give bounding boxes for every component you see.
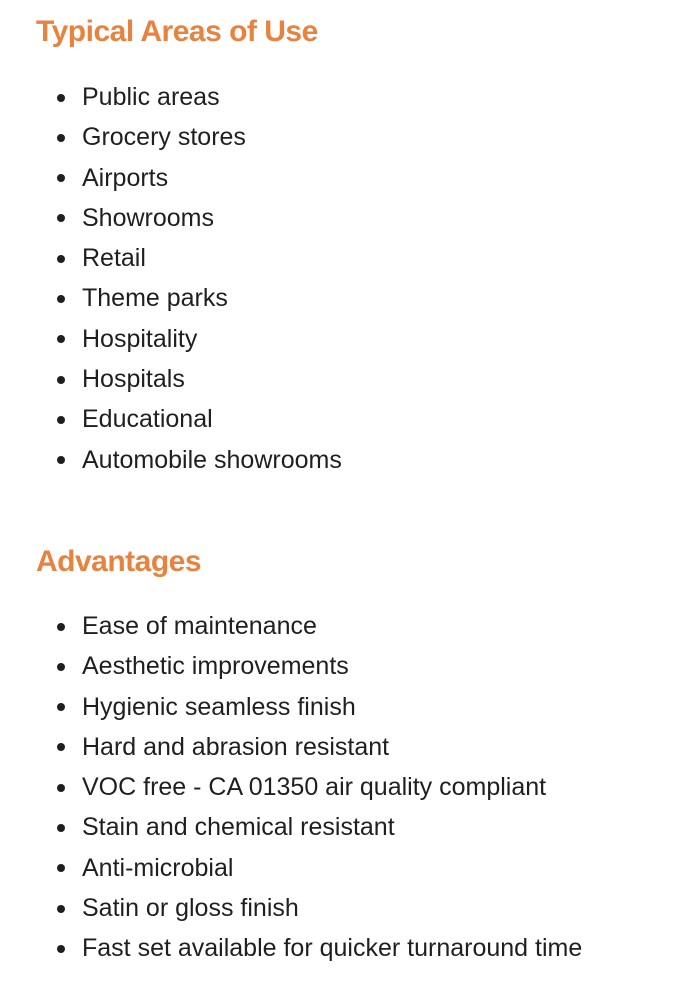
list-item-label: Hard and abrasion resistant <box>82 732 390 761</box>
list-item-label: Educational <box>82 405 213 434</box>
bullet-icon <box>57 784 65 792</box>
list-item <box>36 888 670 928</box>
list-item-label: Showrooms <box>82 203 214 232</box>
typical-areas-heading: Typical Areas of Use <box>36 15 318 48</box>
bullet-icon <box>57 295 65 303</box>
list-item-label: Public areas <box>82 83 220 111</box>
bullet-icon <box>57 945 65 953</box>
list-item-label: Automobile showrooms <box>82 445 342 474</box>
advantages-heading: Advantages <box>36 545 202 578</box>
list-item-label: Anti-microbial <box>82 853 234 882</box>
bullet-icon <box>57 94 65 102</box>
list-item-label: VOC free - CA 01350 air quality compliant <box>82 773 547 802</box>
bullet-icon <box>57 905 65 913</box>
bullet-icon <box>57 456 65 464</box>
typical-areas-section <box>36 12 670 480</box>
bullet-icon <box>57 214 65 222</box>
list-item <box>36 928 670 968</box>
list-item-label: Hygienic seamless finish <box>82 692 356 721</box>
list-item <box>36 359 670 399</box>
bullet-icon <box>57 623 65 631</box>
bullet-icon <box>57 335 65 343</box>
list-item <box>36 606 670 646</box>
list-item-label: Hospitality <box>82 324 198 353</box>
advantages-list <box>36 606 670 969</box>
bullet-icon <box>57 376 65 384</box>
list-item <box>36 77 670 117</box>
bullet-icon <box>57 663 65 671</box>
list-item <box>36 399 670 439</box>
list-item <box>36 767 670 807</box>
list-item-label: Ease of maintenance <box>82 612 317 640</box>
list-item <box>36 440 670 480</box>
list-item-label: Stain and chemical resistant <box>82 813 395 842</box>
list-item <box>36 158 670 198</box>
list-item <box>36 198 670 238</box>
list-item <box>36 848 670 888</box>
list-item <box>36 238 670 278</box>
list-item-label: Airports <box>82 163 169 192</box>
list-item-label: Hospitals <box>82 365 185 394</box>
bullet-icon <box>57 255 65 263</box>
list-item-label: Fast set available for quicker turnaround time <box>82 934 583 963</box>
bullet-icon <box>57 824 65 832</box>
list-item <box>36 727 670 767</box>
list-item-label: Retail <box>82 244 146 273</box>
list-item <box>36 117 670 157</box>
bullet-icon <box>57 416 65 424</box>
list-item <box>36 646 670 686</box>
list-item <box>36 807 670 847</box>
list-item-label: Satin or gloss finish <box>82 894 299 923</box>
bullet-icon <box>57 174 65 182</box>
list-item-label: Aesthetic improvements <box>82 652 349 681</box>
list-item <box>36 319 670 359</box>
list-item <box>36 687 670 727</box>
list-item <box>36 278 670 318</box>
list-item-label: Theme parks <box>82 284 228 313</box>
advantages-section <box>36 542 670 969</box>
typical-areas-list <box>36 77 670 480</box>
bullet-icon <box>57 703 65 711</box>
bullet-icon <box>57 864 65 872</box>
list-item-label: Grocery stores <box>82 123 246 152</box>
bullet-icon <box>57 134 65 142</box>
bullet-icon <box>57 743 65 751</box>
